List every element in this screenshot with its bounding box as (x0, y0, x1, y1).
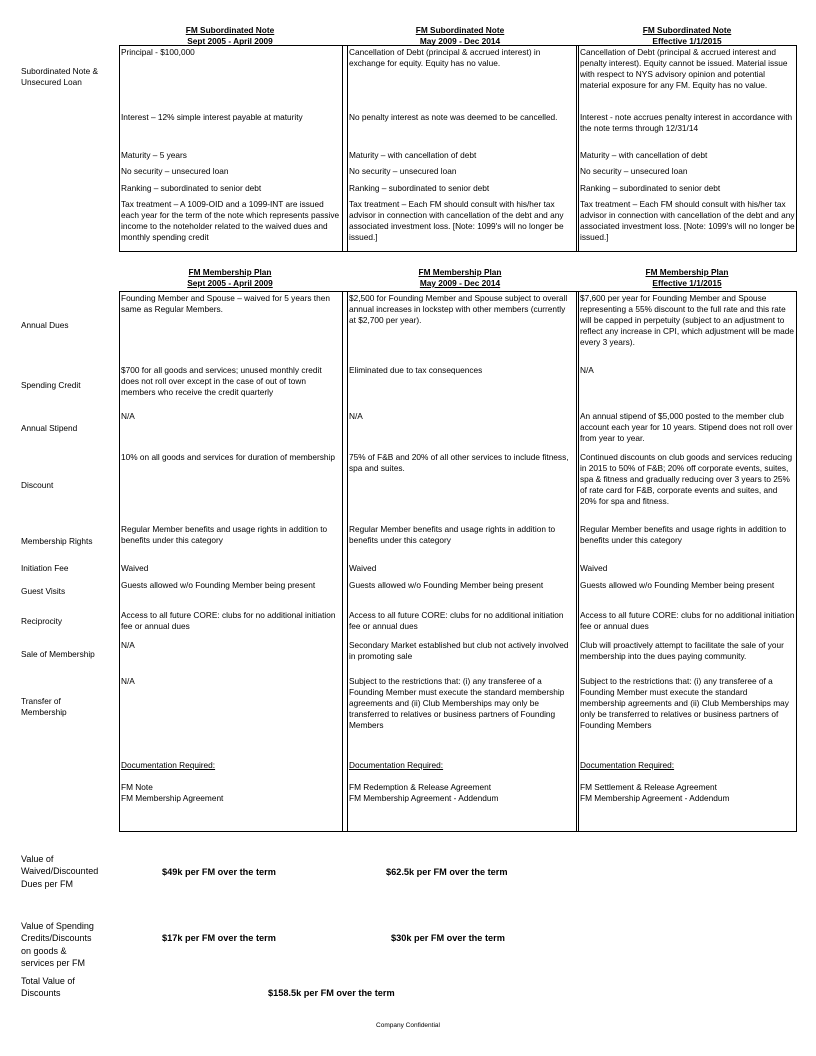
row-label-membership-rights: Membership Rights (21, 536, 93, 546)
note-cell: Tax treatment – A 1009-OID and a 1099-INT are issued each year for the term of the note which represents passive income to the noteholder related to the waived dues and monthly spending credit (121, 199, 340, 242)
plan-cell: $2,500 for Founding Member and Spouse subject to overall annual increases in lockstep with other members (currently at $2,700 per year). (349, 293, 568, 325)
header-period: Sept 2005 - April 2009 (187, 277, 273, 288)
note-cell: Interest - note accrues penalty interest in accordance with the note terms through 12/31/14 (580, 112, 793, 133)
note-cell: No security – unsecured loan (580, 166, 688, 176)
plan-cell: N/A (349, 411, 363, 421)
summary-credits-value-col1: $17k per FM over the term (162, 933, 276, 943)
note-cell: Ranking – subordinated to senior debt (580, 183, 721, 193)
note-table (119, 45, 797, 252)
plan-cell: N/A (121, 676, 135, 686)
plan-cell: Waived (349, 563, 377, 573)
summary-credits-value-col2: $30k per FM over the term (391, 933, 505, 943)
row-label-annual-stipend: Annual Stipend (21, 423, 78, 433)
note-cell: Tax treatment – Each FM should consult with his/her tax advisor in connection with cancellation of the debt and any associated investment loss. [Note: 1099's will no longer be issued.] (349, 199, 564, 242)
header-period: Effective 1/1/2015 (652, 277, 722, 288)
plan-col-1 (120, 292, 343, 831)
note-cell: Maturity – with cancellation of debt (580, 150, 708, 160)
note-cell: Cancellation of Debt (principal & accrued interest) in exchange for equity. Equity has no value. (349, 47, 541, 68)
plan-cell: Regular Member benefits and usage rights in addition to benefits under this category (121, 524, 328, 545)
documentation-list: FM Note FM Membership Agreement (121, 782, 224, 803)
row-label-transfer-of-membership: Transfer of Membership (21, 696, 67, 718)
note-header-col1 (119, 25, 341, 47)
plan-cell: Waived (580, 563, 608, 573)
plan-cell: N/A (121, 640, 135, 650)
row-label-spending-credit: Spending Credit (21, 380, 81, 390)
note-cell: Maturity – with cancellation of debt (349, 150, 477, 160)
plan-cell: Club will proactively attempt to facilitate the sale of your membership into the dues paying community. (580, 640, 784, 661)
plan-cell: Founding Member and Spouse – waived for 5 years then same as Regular Members. (121, 293, 330, 314)
header-title: FM Subordinated Note (642, 25, 732, 35)
plan-cell: An annual stipend of $5,000 posted to the member club account each year for 10 years. Stipend does not roll over from year to year. (580, 411, 793, 443)
summary-dues-value-col1: $49k per FM over the term (162, 867, 276, 877)
summary-total-value: $158.5k per FM over the term (268, 988, 395, 998)
header-period: May 2009 - Dec 2014 (419, 35, 501, 46)
header-title: FM Membership Plan (418, 267, 502, 277)
documentation-list: FM Redemption & Release Agreement FM Membership Agreement - Addendum (349, 782, 499, 803)
note-cell: No penalty interest as note was deemed to be cancelled. (349, 112, 558, 122)
plan-cell: Guests allowed w/o Founding Member being present (349, 580, 544, 590)
header-title: FM Membership Plan (645, 267, 729, 277)
plan-cell: Eliminated due to tax consequences (349, 365, 483, 375)
documentation-list: FM Settlement & Release Agreement FM Membership Agreement - Addendum (580, 782, 730, 803)
note-cell: Interest – 12% simple interest payable at maturity (121, 112, 303, 122)
note-col-1 (120, 46, 343, 251)
plan-cell: Subject to the restrictions that: (i) any transferee of a Founding Member must execute the standard membership agreements and (ii) Club Memberships may only be transferred to relatives or business partners of Founding Members (349, 676, 565, 730)
note-cell: Tax treatment – Each FM should consult with his/her tax advisor in connection with cancellation of the debt and any associated investment loss. [Note: 1099's will no longer be issued.] (580, 199, 795, 242)
header-title: FM Subordinated Note (415, 25, 505, 35)
plan-header-col3 (577, 267, 797, 289)
plan-col-2 (347, 292, 577, 831)
summary-label-total: Total Value of Discounts (21, 976, 75, 999)
plan-table (119, 291, 797, 832)
footer-confidential: Company Confidential (376, 1022, 440, 1029)
plan-cell: $700 for all goods and services; unused monthly credit does not roll over except in the case of out of town members who receive the credit quarterly (121, 365, 322, 397)
header-period: Sept 2005 - April 2009 (187, 35, 273, 46)
plan-cell: Subject to the restrictions that: (i) any transferee of a Founding Member must execute the standard membership agreements and (ii) Club Memberships may only be transferred to relatives or business partners of Founding Members (580, 676, 789, 730)
documentation-heading: Documentation Required: (349, 760, 444, 770)
note-col-2 (347, 46, 577, 251)
row-label-discount: Discount (21, 480, 54, 490)
plan-col-3 (578, 292, 797, 831)
note-header-col3 (577, 25, 797, 47)
plan-cell: Access to all future CORE: clubs for no additional initiation fee or annual dues (349, 610, 564, 631)
documentation-heading: Documentation Required: (121, 760, 216, 770)
row-label-subordinated-note: Subordinated Note & Unsecured Loan (21, 66, 99, 88)
plan-cell: Guests allowed w/o Founding Member being present (121, 580, 316, 590)
plan-cell: N/A (580, 365, 594, 375)
plan-header-col2 (346, 267, 574, 289)
header-period: May 2009 - Dec 2014 (419, 277, 501, 288)
note-cell: Maturity – 5 years (121, 150, 187, 160)
plan-cell: Regular Member benefits and usage rights in addition to benefits under this category (580, 524, 787, 545)
note-cell: No security – unsecured loan (349, 166, 457, 176)
header-title: FM Membership Plan (188, 267, 272, 277)
note-header-col2 (346, 25, 574, 47)
plan-cell: Waived (121, 563, 149, 573)
note-cell: No security – unsecured loan (121, 166, 229, 176)
row-label-sale-of-membership: Sale of Membership (21, 649, 95, 659)
plan-cell: N/A (121, 411, 135, 421)
plan-cell: Access to all future CORE: clubs for no additional initiation fee or annual dues (121, 610, 336, 631)
plan-cell: Secondary Market established but club not actively involved in promoting sale (349, 640, 569, 661)
plan-cell: Guests allowed w/o Founding Member being present (580, 580, 775, 590)
plan-cell: 10% on all goods and services for duration of membership (121, 452, 335, 462)
plan-cell: $7,600 per year for Founding Member and Spouse representing a 55% discount to the full rate and this rate will be capped in perpetuity (subject to an adjustment to reflect any increase in CPI, which adjustment will be made every 3 years). (580, 293, 794, 347)
plan-cell: Regular Member benefits and usage rights in addition to benefits under this category (349, 524, 556, 545)
plan-cell: 75% of F&B and 20% of all other services to include fitness, spa and suites. (349, 452, 569, 473)
row-label-annual-dues: Annual Dues (21, 320, 69, 330)
note-cell: Principal - $100,000 (121, 47, 195, 57)
note-col-3 (578, 46, 797, 251)
row-label-guest-visits: Guest Visits (21, 586, 66, 596)
header-title: FM Subordinated Note (185, 25, 275, 35)
row-label-reciprocity: Reciprocity (21, 616, 63, 626)
summary-label-credits: Value of Spending Credits/Discounts on goods & services per FM (21, 921, 94, 969)
row-label-initiation-fee: Initiation Fee (21, 563, 69, 573)
summary-label-dues: Value of Waived/Discounted Dues per FM (21, 854, 99, 889)
header-period: Effective 1/1/2015 (652, 35, 722, 46)
summary-dues-value-col2: $62.5k per FM over the term (386, 867, 508, 877)
plan-cell: Access to all future CORE: clubs for no additional initiation fee or annual dues (580, 610, 795, 631)
note-cell: Ranking – subordinated to senior debt (121, 183, 262, 193)
note-cell: Cancellation of Debt (principal & accrued interest and penalty interest). Equity cannot be issued. Material issue with respect to NYS advisory opinion and potential material exposure for any FM. Equity has no value. (580, 47, 788, 90)
plan-header-col1 (119, 267, 341, 289)
note-cell: Ranking – subordinated to senior debt (349, 183, 490, 193)
plan-cell: Continued discounts on club goods and services reducing in 2015 to 50% of F&B; 20% off corporate events, suites, spa & fitness and gradually reducing over 3 years to 25% of rate card for F&B, corporate events and suites, and 20% for spa and fitness. (580, 452, 793, 506)
documentation-heading: Documentation Required: (580, 760, 675, 770)
